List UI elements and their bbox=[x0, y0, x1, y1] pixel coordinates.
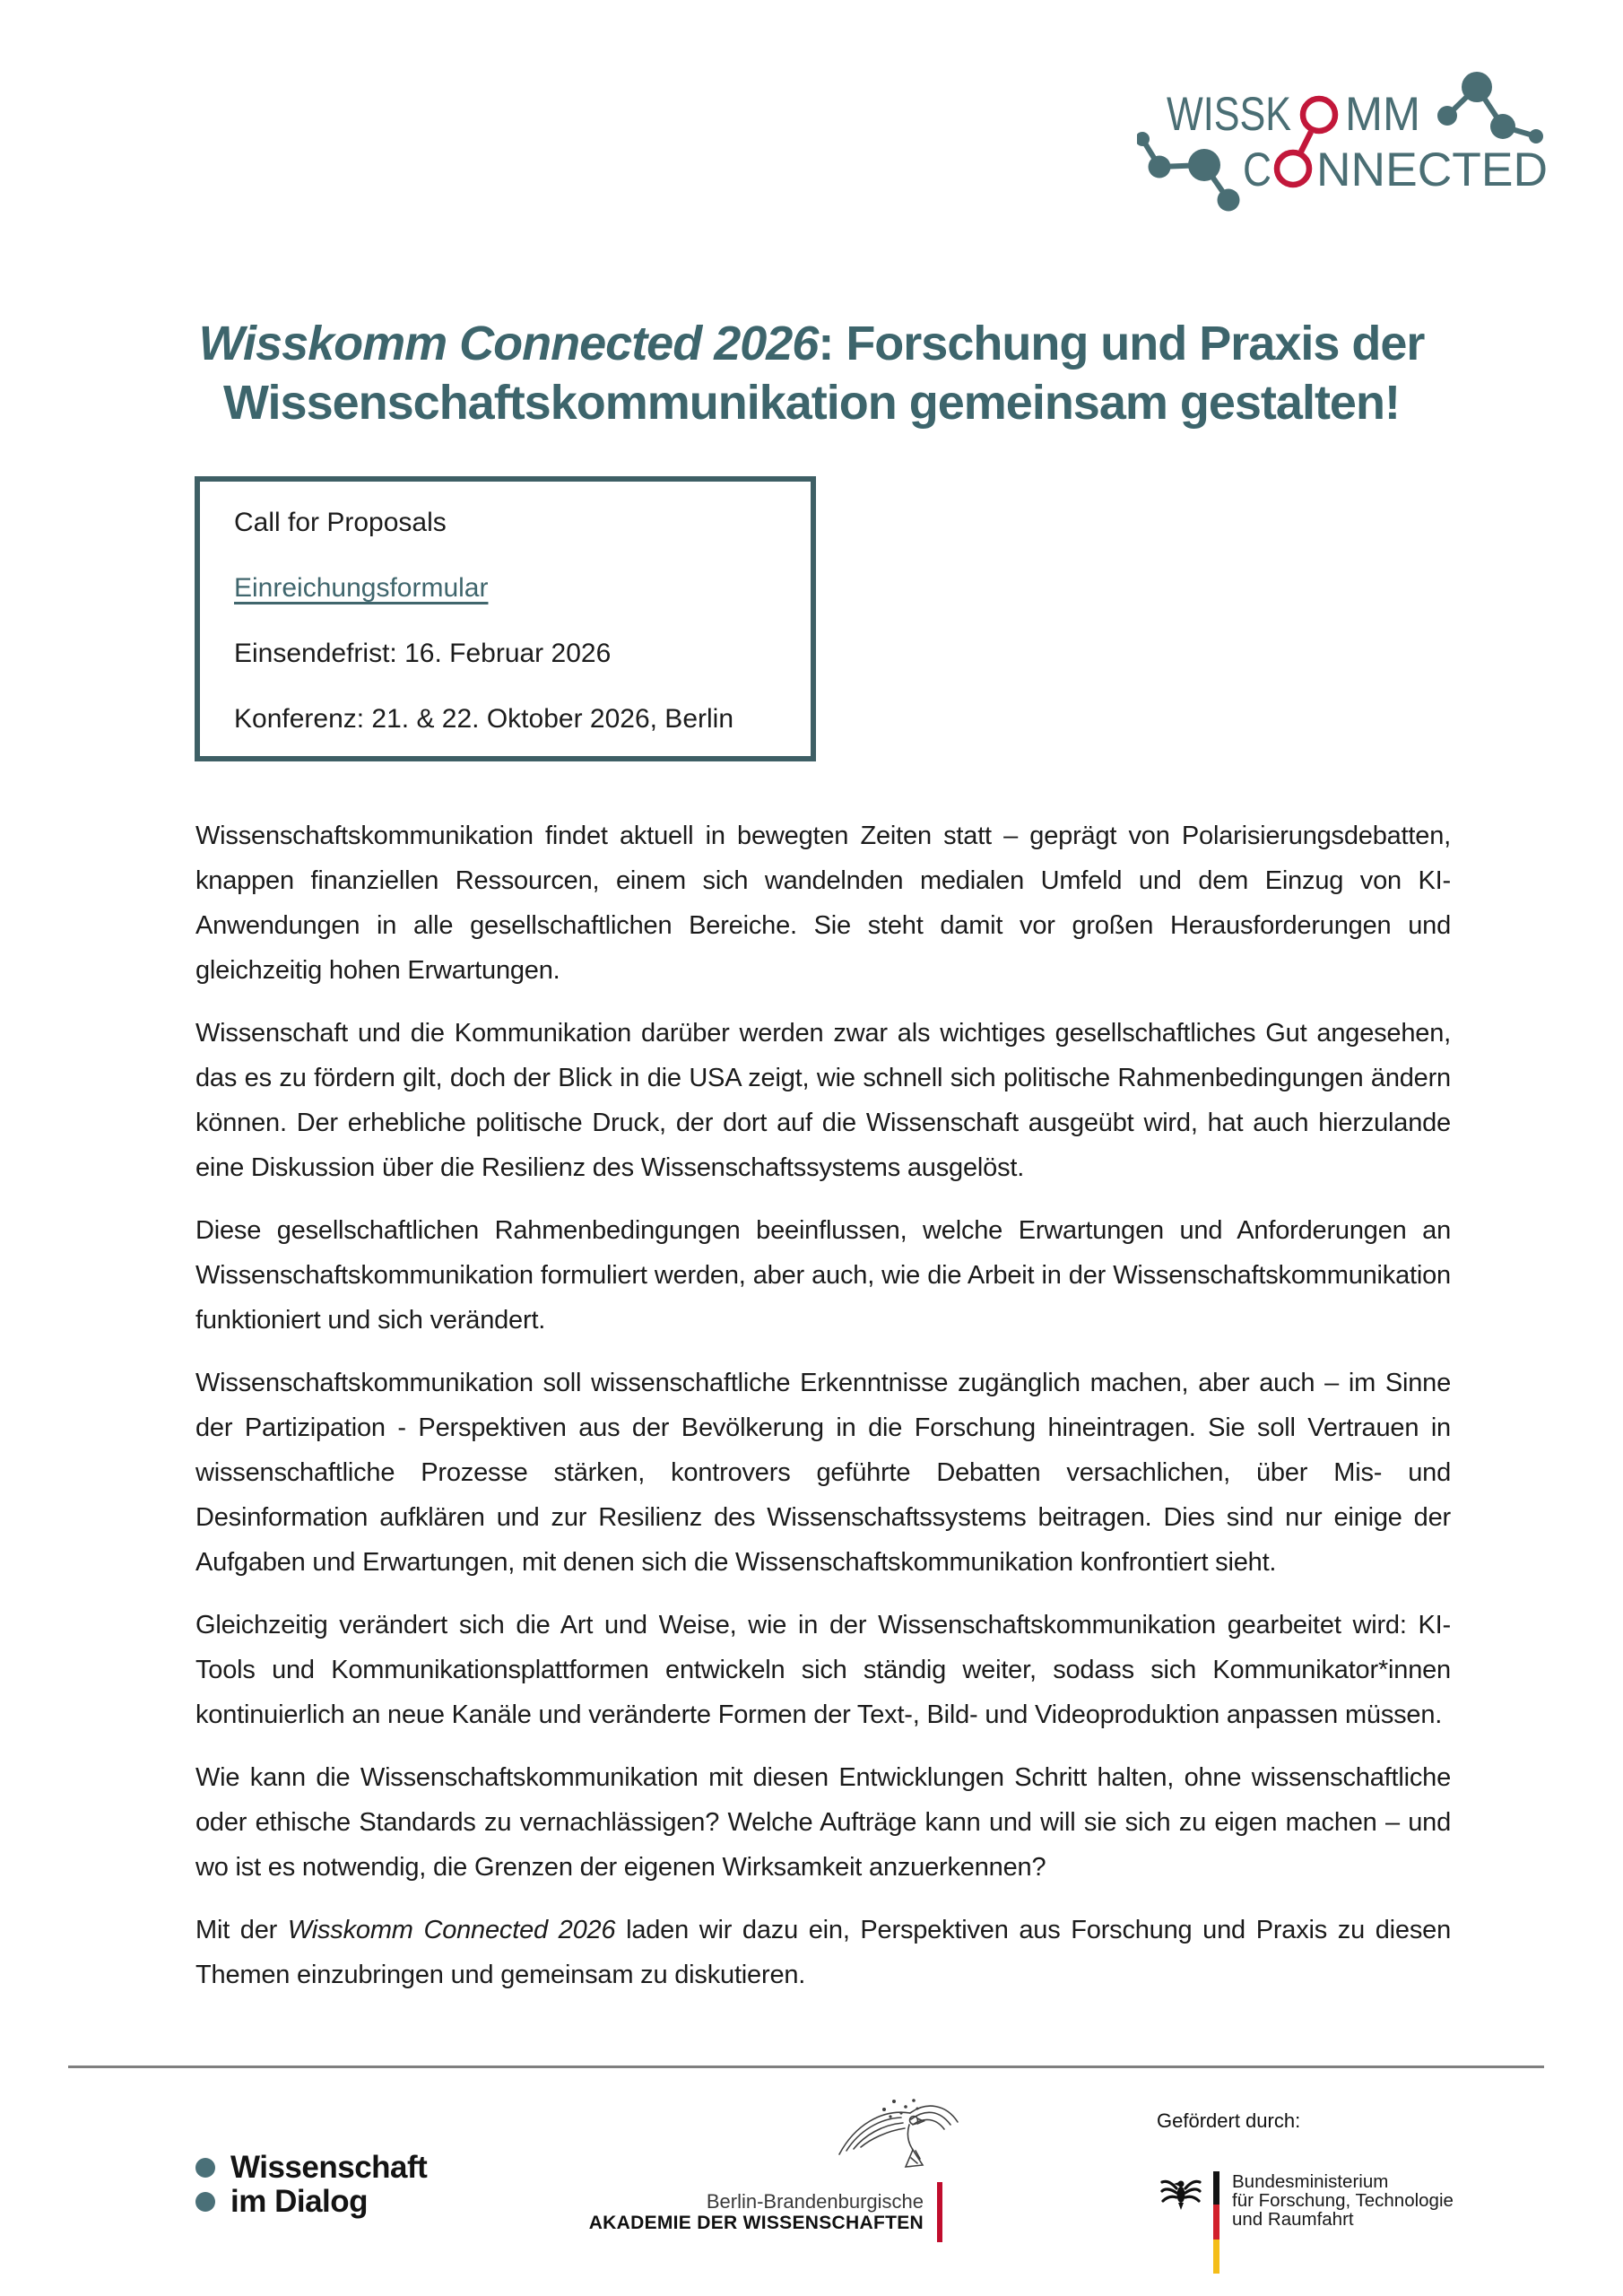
conference-date-label: Konferenz: 21. & 22. Oktober 2026, Berlin bbox=[234, 704, 734, 734]
ministry-name bbox=[1232, 2172, 1454, 2229]
deadline-label: Einsendefrist: 16. Februar 2026 bbox=[234, 639, 612, 668]
closing-post: laden wir dazu ein, Perspektiven aus Forschung und Praxis zu diesen Themen einzubringen und gemeinsam zu diskutieren. bbox=[195, 1916, 1451, 1989]
wid-text-line2: im Dialog bbox=[230, 2184, 369, 2219]
wid-dot-icon bbox=[195, 2192, 215, 2212]
title-line2: Wissenschaftskommunikation gemeinsam gestalten! bbox=[223, 376, 1400, 430]
akademie-name-line2: AKADEMIE DER WISSENSCHAFTEN bbox=[588, 2213, 924, 2233]
wisskomm-connected-logo bbox=[1137, 54, 1554, 233]
closing-italic: Wisskomm Connected 2026 bbox=[287, 1916, 616, 1944]
ministry-line3: und Raumfahrt bbox=[1232, 2209, 1354, 2230]
wid-text-line1: Wissenschaft bbox=[230, 2150, 428, 2185]
wid-row-2 bbox=[195, 2185, 427, 2219]
paragraph-5: Gleichzeitig verändert sich die Art und Weise, wie in der Wissenschaftskommunikation gearbeitet wird: KI-Tools und Kommunikationsplattformen entwickeln sich ständig weiter, sodass sich Kommunikator*innen kontinuierlich an neue Kanäle und veränderte Formen der Text-, Bild- und Videoproduktion anpassen müssen. bbox=[195, 1611, 1451, 1729]
akademie-name-line1: Berlin-Brandenburgische bbox=[706, 2190, 924, 2213]
wid-dot-icon bbox=[195, 2158, 215, 2178]
ministry-line1: Bundesministerium bbox=[1232, 2171, 1389, 2192]
title-line1 bbox=[184, 314, 1439, 373]
paragraph-7 bbox=[195, 1908, 1451, 1997]
submission-form-link[interactable]: Einreichungsformular bbox=[234, 573, 489, 603]
logo-text-mm: MM bbox=[1345, 88, 1420, 141]
flag-gold bbox=[1213, 2239, 1219, 2274]
info-box bbox=[195, 476, 816, 761]
flag-red bbox=[1213, 2205, 1219, 2239]
paragraph-3: Diese gesellschaftlichen Rahmenbedingungen beeinflussen, welche Erwartungen und Anforderungen an Wissenschaftskommunikation formuliert werden, aber auch, wie die Arbeit in der Wissenschaftskommunikation funktioniert und sich verändert. bbox=[195, 1216, 1451, 1335]
page-title bbox=[184, 314, 1439, 432]
paragraph-4: Wissenschaftskommunikation soll wissenschaftliche Erkenntnisse zugänglich machen, aber auch – im Sinne der Partizipation - Perspektiven aus der Bevölkerung in die Forschung hineintragen. Sie soll Vertrauen in wissenschaftliche Prozesse stärken, kontrovers geführte Debatten versachlichen, über Mis- und Desinformation aufklären und zur Resilienz des Wissenschaftssystems beitragen. Dies sind nur einige der Aufgaben und Erwartungen, mit denen sich die Wissenschaftskommunikation konfrontiert sieht. bbox=[195, 1369, 1451, 1577]
flag-bar-icon bbox=[1213, 2171, 1219, 2274]
logo-text-nnected: NNECTED bbox=[1316, 144, 1548, 196]
funded-by-label: Gefördert durch: bbox=[1157, 2109, 1301, 2132]
title-line1-italic: Wisskomm Connected 2026 bbox=[198, 317, 819, 370]
footer-divider bbox=[68, 2066, 1544, 2068]
paragraph-2: Wissenschaft und die Kommunikation darüber werden zwar als wichtiges gesellschaftliches Gut angesehen, das es zu fördern gilt, doch der Blick in die USA zeigt, wie schnell sich politische Rahmenbedingungen ändern können. Der erhebliche politische Druck, der dort auf die Wissenschaft ausgeübt wird, hat auch hierzulande eine Diskussion über die Resilienz des Wissenschaftssystems ausgelöst. bbox=[195, 1019, 1451, 1182]
body-text bbox=[195, 813, 1451, 2015]
closing-pre: Mit der bbox=[195, 1916, 288, 1944]
flag-black bbox=[1213, 2171, 1219, 2205]
wissenschaft-im-dialog-logo bbox=[195, 2151, 427, 2219]
logo-text-wissk: WISSK bbox=[1167, 88, 1291, 141]
federal-eagle-icon bbox=[1160, 2170, 1202, 2212]
ministry-line2: für Forschung, Technologie bbox=[1232, 2190, 1454, 2211]
logo-text-c: C bbox=[1243, 144, 1271, 196]
akademie-logo bbox=[588, 2095, 950, 2248]
title-line1-rest: : Forschung und Praxis der bbox=[818, 317, 1425, 370]
eagle-illustration-icon bbox=[835, 2095, 962, 2188]
bmftr-logo bbox=[1160, 2165, 1456, 2277]
call-for-proposals-label: Call for Proposals bbox=[234, 508, 447, 537]
paragraph-1: Wissenschaftskommunikation findet aktuell in bewegten Zeiten statt – geprägt von Polarisierungsdebatten, knappen finanziellen Ressourcen, einem sich wandelnden medialen Umfeld und dem Einzug von KI-Anwendungen in alle gesellschaftlichen Bereiche. Sie steht damit vor großen Herausforderungen und gleichzeitig hohen Erwartungen. bbox=[195, 822, 1451, 985]
submission-form-row bbox=[234, 574, 777, 603]
paragraph-6: Wie kann die Wissenschaftskommunikation mit diesen Entwicklungen Schritt halten, ohne wissenschaftliche oder ethische Standards zu vernachlässigen? Welche Aufträge kann und will sie sich zu eigen machen – und wo ist es notwendig, die Grenzen der eigenen Wirksamkeit anzuerkennen? bbox=[195, 1763, 1451, 1882]
wid-row-1 bbox=[195, 2151, 427, 2185]
molecule-left-dots bbox=[1137, 132, 1240, 212]
stars-icon bbox=[882, 2099, 919, 2118]
akademie-red-bar bbox=[937, 2182, 942, 2242]
